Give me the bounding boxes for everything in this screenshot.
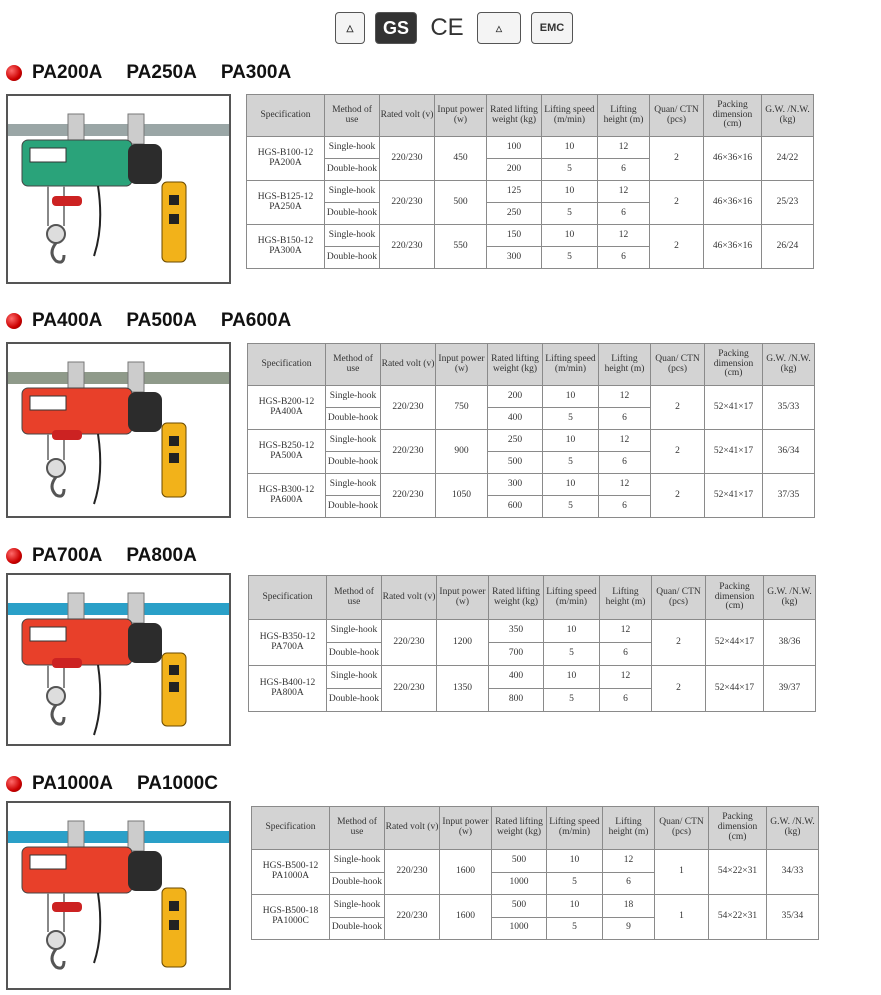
table-row xyxy=(252,895,819,918)
column-header: Lifting speed (m/min) xyxy=(543,344,599,386)
column-header: Quan/ CTN (pcs) xyxy=(652,576,706,620)
speed-cell: 10 xyxy=(544,666,600,689)
spec-model: PA400A xyxy=(270,406,303,417)
height-cell: 12 xyxy=(599,474,651,496)
spec-cell xyxy=(247,181,325,225)
method-cell: Single-hook xyxy=(330,850,385,873)
spec-model: PA200A xyxy=(269,157,302,168)
method-cell: Single-hook xyxy=(326,474,381,496)
column-header: Packing dimension (cm) xyxy=(706,576,764,620)
packing-cell: 54×22×31 xyxy=(709,850,767,895)
electric-hoist-icon xyxy=(8,96,229,282)
weight-gw-cell: 38/36 xyxy=(764,620,816,666)
electric-hoist-icon xyxy=(8,344,229,516)
quan-cell: 2 xyxy=(650,225,704,269)
spec-cell xyxy=(252,850,330,895)
quan-cell: 2 xyxy=(651,474,705,518)
column-header: Rated volt (v) xyxy=(380,95,435,137)
column-header: Method of use xyxy=(330,807,385,850)
table-row xyxy=(247,137,814,159)
weight-cell: 100 xyxy=(487,137,542,159)
packing-cell: 46×36×16 xyxy=(704,225,762,269)
power-cell: 450 xyxy=(435,137,487,181)
spec-cell xyxy=(248,474,326,518)
column-header: Rated lifting weight (kg) xyxy=(492,807,547,850)
packing-cell: 52×41×17 xyxy=(705,474,763,518)
speed-cell: 10 xyxy=(547,850,603,873)
spec-code: HGS-B125-12 xyxy=(257,191,314,202)
weight-cell: 250 xyxy=(488,430,543,452)
model-list xyxy=(32,773,242,795)
packing-cell: 54×22×31 xyxy=(709,895,767,940)
spec-code: HGS-B200-12 xyxy=(258,396,315,407)
height-cell: 12 xyxy=(598,225,650,247)
height-cell: 12 xyxy=(600,620,652,643)
column-header: Rated volt (v) xyxy=(381,344,436,386)
red-bullet-icon xyxy=(6,65,22,81)
power-cell: 500 xyxy=(435,181,487,225)
speed-cell: 10 xyxy=(543,386,599,408)
spec-table xyxy=(248,575,816,712)
column-header: Input power (w) xyxy=(440,807,492,850)
speed-cell: 10 xyxy=(542,225,598,247)
height-cell: 6 xyxy=(603,872,655,895)
table-row xyxy=(248,386,815,408)
speed-cell: 5 xyxy=(543,452,599,474)
column-header: Rated volt (v) xyxy=(382,576,437,620)
volt-cell: 220/230 xyxy=(380,137,435,181)
product-section xyxy=(0,773,881,994)
height-cell: 12 xyxy=(598,181,650,203)
table-row xyxy=(249,620,816,643)
table-header-row xyxy=(248,344,815,386)
red-bullet-icon xyxy=(6,313,22,329)
speed-cell: 5 xyxy=(544,689,600,712)
weight-cell: 400 xyxy=(489,666,544,689)
speed-cell: 10 xyxy=(542,137,598,159)
spec-model: PA800A xyxy=(271,687,304,698)
model-list xyxy=(32,62,315,84)
weight-cell: 300 xyxy=(488,474,543,496)
column-header: Input power (w) xyxy=(436,344,488,386)
volt-cell: 220/230 xyxy=(381,386,436,430)
spec-code: HGS-B150-12 xyxy=(257,235,314,246)
column-header: Specification xyxy=(248,344,326,386)
quan-cell: 1 xyxy=(655,895,709,940)
quan-cell: 2 xyxy=(651,386,705,430)
model-name: PA300A xyxy=(220,62,292,83)
volt-cell: 220/230 xyxy=(380,181,435,225)
product-section xyxy=(0,310,881,522)
hoist-photo xyxy=(6,94,231,284)
red-bullet-icon xyxy=(6,776,22,792)
hoist-photo xyxy=(6,801,231,990)
weight-gw-cell: 24/22 xyxy=(762,137,814,181)
speed-cell: 5 xyxy=(543,496,599,518)
table-row xyxy=(248,430,815,452)
speed-cell: 10 xyxy=(547,895,603,918)
table-row xyxy=(248,474,815,496)
column-header: Lifting speed (m/min) xyxy=(547,807,603,850)
height-cell: 6 xyxy=(599,452,651,474)
power-cell: 1600 xyxy=(440,850,492,895)
column-header: Quan/ CTN (pcs) xyxy=(650,95,704,137)
method-cell: Single-hook xyxy=(325,181,380,203)
section-heading xyxy=(6,310,315,332)
rheinland-triangle-icon: △ xyxy=(335,12,365,44)
product-section xyxy=(0,62,881,288)
column-header: Lifting height (m) xyxy=(600,576,652,620)
electric-hoist-icon xyxy=(8,803,229,988)
method-cell: Double-hook xyxy=(325,247,380,269)
table-row xyxy=(247,225,814,247)
column-header: Packing dimension (cm) xyxy=(704,95,762,137)
method-cell: Single-hook xyxy=(325,137,380,159)
spec-code: HGS-B300-12 xyxy=(258,484,315,495)
spec-model: PA1000A xyxy=(271,871,310,881)
speed-cell: 10 xyxy=(542,181,598,203)
height-cell: 6 xyxy=(598,247,650,269)
model-name: PA500A xyxy=(126,310,197,331)
weight-gw-cell: 36/34 xyxy=(763,430,815,474)
weight-cell: 500 xyxy=(492,895,547,918)
quan-cell: 1 xyxy=(655,850,709,895)
table-row xyxy=(247,181,814,203)
speed-cell: 5 xyxy=(544,643,600,666)
spec-code: HGS-B500-12 xyxy=(262,861,319,872)
section-heading xyxy=(6,62,315,84)
spec-code: HGS-B250-12 xyxy=(258,440,315,451)
method-cell: Double-hook xyxy=(330,917,385,940)
weight-gw-cell: 26/24 xyxy=(762,225,814,269)
column-header: G.W. /N.W.(kg) xyxy=(764,576,816,620)
weight-cell: 1000 xyxy=(492,872,547,895)
weight-cell: 125 xyxy=(487,181,542,203)
spec-model: PA700A xyxy=(271,641,304,652)
weight-gw-cell: 39/37 xyxy=(764,666,816,712)
quan-cell: 2 xyxy=(652,620,706,666)
method-cell: Double-hook xyxy=(326,408,381,430)
spec-cell xyxy=(252,895,330,940)
model-name: PA200A xyxy=(32,62,103,83)
model-name: PA800A xyxy=(126,545,197,566)
method-cell: Double-hook xyxy=(330,872,385,895)
weight-cell: 500 xyxy=(492,850,547,873)
spec-table xyxy=(251,806,819,940)
spec-code: HGS-B500-18 xyxy=(262,906,319,917)
weight-cell: 600 xyxy=(488,496,543,518)
spec-model: PA1000C xyxy=(272,916,309,926)
hoist-photo xyxy=(6,342,231,518)
weight-cell: 300 xyxy=(487,247,542,269)
quan-cell: 2 xyxy=(652,666,706,712)
electric-hoist-icon xyxy=(8,575,229,744)
column-header: Lifting height (m) xyxy=(603,807,655,850)
height-cell: 6 xyxy=(599,408,651,430)
weight-cell: 200 xyxy=(487,159,542,181)
column-header: G.W. /N.W.(kg) xyxy=(767,807,819,850)
quan-cell: 2 xyxy=(650,181,704,225)
weight-cell: 700 xyxy=(489,643,544,666)
volt-cell: 220/230 xyxy=(380,225,435,269)
height-cell: 12 xyxy=(600,666,652,689)
model-list xyxy=(32,310,315,332)
spec-cell xyxy=(248,386,326,430)
power-cell: 900 xyxy=(436,430,488,474)
column-header: Input power (w) xyxy=(437,576,489,620)
weight-gw-cell: 35/34 xyxy=(767,895,819,940)
weight-cell: 800 xyxy=(489,689,544,712)
weight-gw-cell: 37/35 xyxy=(763,474,815,518)
method-cell: Double-hook xyxy=(325,159,380,181)
height-cell: 12 xyxy=(599,386,651,408)
model-name: PA700A xyxy=(32,545,103,566)
height-cell: 18 xyxy=(603,895,655,918)
spec-cell xyxy=(247,137,325,181)
column-header: Rated volt (v) xyxy=(385,807,440,850)
speed-cell: 5 xyxy=(542,203,598,225)
height-cell: 6 xyxy=(599,496,651,518)
volt-cell: 220/230 xyxy=(382,620,437,666)
speed-cell: 10 xyxy=(543,474,599,496)
volt-cell: 220/230 xyxy=(381,430,436,474)
weight-gw-cell: 35/33 xyxy=(763,386,815,430)
section-heading xyxy=(6,545,221,567)
height-cell: 6 xyxy=(600,643,652,666)
column-header: G.W. /N.W.(kg) xyxy=(762,95,814,137)
height-cell: 12 xyxy=(603,850,655,873)
gs-mark-icon: GS xyxy=(375,12,417,44)
speed-cell: 5 xyxy=(543,408,599,430)
spec-cell xyxy=(247,225,325,269)
method-cell: Single-hook xyxy=(325,225,380,247)
power-cell: 1050 xyxy=(436,474,488,518)
table-header-row xyxy=(247,95,814,137)
weight-cell: 350 xyxy=(489,620,544,643)
weight-cell: 1000 xyxy=(492,917,547,940)
method-cell: Single-hook xyxy=(327,620,382,643)
weight-cell: 400 xyxy=(488,408,543,430)
quan-cell: 2 xyxy=(650,137,704,181)
speed-cell: 5 xyxy=(542,247,598,269)
table-row xyxy=(252,850,819,873)
spec-code: HGS-B100-12 xyxy=(257,147,314,158)
speed-cell: 5 xyxy=(547,917,603,940)
column-header: Packing dimension (cm) xyxy=(705,344,763,386)
speed-cell: 5 xyxy=(542,159,598,181)
spec-cell xyxy=(249,666,327,712)
packing-cell: 52×44×17 xyxy=(706,620,764,666)
method-cell: Single-hook xyxy=(330,895,385,918)
column-header: Method of use xyxy=(326,344,381,386)
spec-code: HGS-B400-12 xyxy=(259,677,316,688)
power-cell: 1200 xyxy=(437,620,489,666)
column-header: Lifting height (m) xyxy=(599,344,651,386)
power-cell: 1350 xyxy=(437,666,489,712)
spec-model: PA250A xyxy=(269,201,302,212)
height-cell: 9 xyxy=(603,917,655,940)
speed-cell: 10 xyxy=(543,430,599,452)
column-header: Lifting speed (m/min) xyxy=(544,576,600,620)
weight-cell: 200 xyxy=(488,386,543,408)
section-heading xyxy=(6,773,242,795)
column-header: Rated lifting weight (kg) xyxy=(489,576,544,620)
height-cell: 6 xyxy=(598,159,650,181)
method-cell: Single-hook xyxy=(327,666,382,689)
method-cell: Double-hook xyxy=(326,452,381,474)
column-header: Specification xyxy=(249,576,327,620)
table-row xyxy=(249,666,816,689)
column-header: Method of use xyxy=(327,576,382,620)
spec-table xyxy=(246,94,814,269)
spec-model: PA600A xyxy=(270,494,303,505)
spec-model: PA300A xyxy=(269,245,302,256)
height-cell: 12 xyxy=(599,430,651,452)
column-header: Input power (w) xyxy=(435,95,487,137)
column-header: Quan/ CTN (pcs) xyxy=(651,344,705,386)
column-header: Quan/ CTN (pcs) xyxy=(655,807,709,850)
power-cell: 550 xyxy=(435,225,487,269)
method-cell: Double-hook xyxy=(327,643,382,666)
height-cell: 6 xyxy=(598,203,650,225)
quan-cell: 2 xyxy=(651,430,705,474)
height-cell: 12 xyxy=(598,137,650,159)
packing-cell: 52×41×17 xyxy=(705,430,763,474)
spec-table xyxy=(247,343,815,518)
volt-cell: 220/230 xyxy=(385,895,440,940)
table-header-row xyxy=(249,576,816,620)
method-cell: Single-hook xyxy=(326,430,381,452)
spec-cell xyxy=(248,430,326,474)
height-cell: 6 xyxy=(600,689,652,712)
weight-cell: 150 xyxy=(487,225,542,247)
volt-cell: 220/230 xyxy=(385,850,440,895)
method-cell: Double-hook xyxy=(325,203,380,225)
model-name: PA250A xyxy=(126,62,197,83)
spec-code: HGS-B350-12 xyxy=(259,631,316,642)
packing-cell: 52×44×17 xyxy=(706,666,764,712)
column-header: Method of use xyxy=(325,95,380,137)
packing-cell: 46×36×16 xyxy=(704,137,762,181)
column-header: Rated lifting weight (kg) xyxy=(488,344,543,386)
column-header: G.W. /N.W.(kg) xyxy=(763,344,815,386)
method-cell: Double-hook xyxy=(326,496,381,518)
power-cell: 750 xyxy=(436,386,488,430)
certification-bar xyxy=(335,12,573,44)
emc-mark-icon: EMC xyxy=(531,12,573,44)
packing-cell: 46×36×16 xyxy=(704,181,762,225)
column-header: Lifting height (m) xyxy=(598,95,650,137)
model-name: PA1000A xyxy=(32,773,113,794)
speed-cell: 5 xyxy=(547,872,603,895)
volt-cell: 220/230 xyxy=(381,474,436,518)
column-header: Rated lifting weight (kg) xyxy=(487,95,542,137)
power-cell: 1600 xyxy=(440,895,492,940)
volt-cell: 220/230 xyxy=(382,666,437,712)
weight-gw-cell: 34/33 xyxy=(767,850,819,895)
method-cell: Single-hook xyxy=(326,386,381,408)
red-bullet-icon xyxy=(6,548,22,564)
column-header: Packing dimension (cm) xyxy=(709,807,767,850)
spec-cell xyxy=(249,620,327,666)
packing-cell: 52×41×17 xyxy=(705,386,763,430)
model-name: PA600A xyxy=(220,310,292,331)
model-name: PA400A xyxy=(32,310,103,331)
tuv-rheinland-icon: △ xyxy=(477,12,521,44)
ce-mark-icon: CE xyxy=(430,14,464,41)
weight-cell: 250 xyxy=(487,203,542,225)
spec-model: PA500A xyxy=(270,450,303,461)
method-cell: Double-hook xyxy=(327,689,382,712)
column-header: Specification xyxy=(247,95,325,137)
model-list xyxy=(32,545,221,567)
weight-gw-cell: 25/23 xyxy=(762,181,814,225)
speed-cell: 10 xyxy=(544,620,600,643)
product-section xyxy=(0,545,881,750)
column-header: Lifting speed (m/min) xyxy=(542,95,598,137)
weight-cell: 500 xyxy=(488,452,543,474)
table-header-row xyxy=(252,807,819,850)
model-name: PA1000C xyxy=(136,773,218,794)
column-header: Specification xyxy=(252,807,330,850)
hoist-photo xyxy=(6,573,231,746)
